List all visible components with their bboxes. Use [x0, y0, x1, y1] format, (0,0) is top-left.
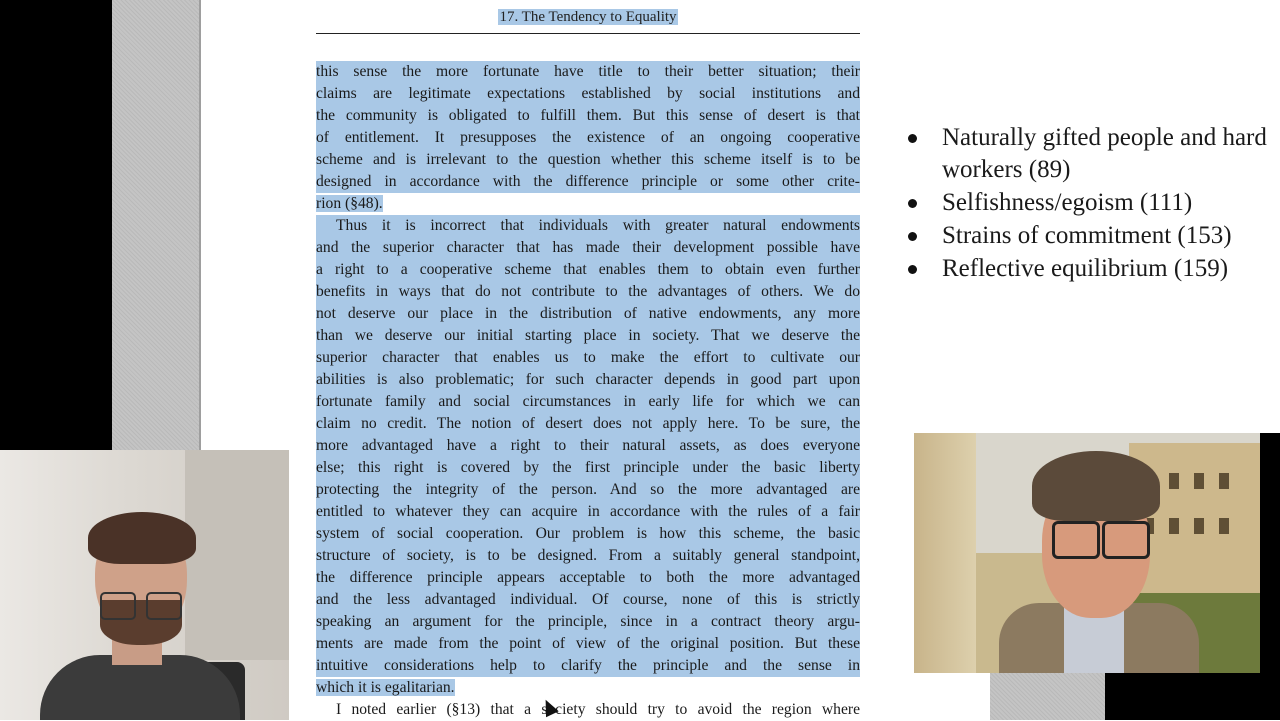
- slide-bullet-text: Selfishness/egoism (111): [942, 189, 1193, 216]
- text-line-content: which it is egalitarian.: [316, 679, 455, 696]
- photo-column: [914, 433, 976, 673]
- photo-window: [1169, 518, 1179, 534]
- photo-person-hair: [1032, 451, 1160, 521]
- photo-window: [1219, 473, 1229, 489]
- text-line: a right to a cooperative scheme that enables them to obtain even further: [316, 259, 860, 281]
- text-line: else; this right is covered by the first principle under the basic liberty: [316, 457, 860, 479]
- slide-bullet-text: Naturally gifted people and hard workers (89): [942, 124, 1267, 183]
- left-black-bar: [0, 0, 112, 450]
- text-line: [316, 193, 860, 215]
- text-line: the community is obligated to fulfill them. But this sense of desert is that: [316, 105, 860, 127]
- text-line: scheme and is irrelevant to the question whether this scheme itself is to be: [316, 149, 860, 171]
- text-line: system of social cooperation. Our problem is how this scheme, the basic: [316, 523, 860, 545]
- photo-window: [1219, 518, 1229, 534]
- text-line: this sense the more fortunate have title to their better situation; their: [316, 61, 860, 83]
- text-line: the difference principle appears acceptable to both the more advantaged: [316, 567, 860, 589]
- webcam-glasses-left: [100, 592, 136, 620]
- text-line: ments are made from the point of view of the original position. But these: [316, 633, 860, 655]
- text-line: than we deserve our initial starting place in society. That we deserve the: [316, 325, 860, 347]
- photo-glasses-left: [1052, 521, 1100, 559]
- photo-glasses-right: [1102, 521, 1150, 559]
- text-line: claim no credit. The notion of desert does not apply here. To be sure, the: [316, 413, 860, 435]
- bullet-icon: [908, 232, 917, 241]
- slide-bullet-text: Strains of commitment (153): [942, 222, 1232, 249]
- webcam-door: [185, 450, 289, 660]
- slide-bullet-list: [906, 122, 1276, 286]
- text-line: more advantaged have a right to their natural assets, as does everyone: [316, 435, 860, 457]
- text-line: benefits in ways that do not contribute to the advantages of others. We do: [316, 281, 860, 303]
- text-line: and the superior character that has made their development possible have: [316, 237, 860, 259]
- slide-bullet-item: [906, 253, 1276, 285]
- slide-bullet-item: [906, 187, 1276, 219]
- text-line: superior character that enables us to make the effort to cultivate our: [316, 347, 860, 369]
- photo-window: [1194, 518, 1204, 534]
- text-line: not deserve our place in the distribution of native endowments, any more: [316, 303, 860, 325]
- bottom-black-bar: [1105, 673, 1280, 720]
- text-line: claims are legitimate expectations established by social institutions and: [316, 83, 860, 105]
- text-line: of entitlement. It presupposes the existence of an ongoing cooperative: [316, 127, 860, 149]
- webcam-video: [0, 450, 289, 720]
- text-line-content: rion (§48).: [316, 195, 383, 212]
- running-head: [316, 8, 860, 26]
- slide-bullet-item: [906, 122, 1276, 186]
- text-line: entitled to whatever they can acquire in accordance with the rules of a fair: [316, 501, 860, 523]
- bullet-icon: [908, 265, 917, 274]
- right-black-bar: [1260, 433, 1280, 673]
- slide-bullet-item: [906, 220, 1276, 252]
- portrait-photo: [914, 433, 1260, 673]
- webcam-person-hair: [88, 512, 196, 564]
- slide-bullet-text: Reflective equilibrium (159): [942, 255, 1229, 282]
- text-line: speaking an argument for the principle, since in a contract theory argu-: [316, 611, 860, 633]
- text-line: and the less advantaged individual. Of course, none of this is strictly: [316, 589, 860, 611]
- text-line: designed in accordance with the difference principle or some other crite-: [316, 171, 860, 193]
- text-line: intuitive considerations help to clarify the principle and the sense in: [316, 655, 860, 677]
- bullet-icon: [908, 134, 917, 143]
- header-rule: [316, 33, 860, 34]
- text-line: abilities is also problematic; for such character depends in good part upon: [316, 369, 860, 391]
- photo-window: [1194, 473, 1204, 489]
- webcam-glasses-right: [146, 592, 182, 620]
- left-gray-margin: [112, 0, 200, 450]
- photo-window: [1169, 473, 1179, 489]
- bullet-icon: [908, 199, 917, 208]
- text-line: [316, 677, 860, 699]
- text-line: structure of society, is to be designed. From a suitably general standpoint,: [316, 545, 860, 567]
- document-text: [316, 61, 860, 721]
- text-line: fortunate family and social circumstances in early life for which we can: [316, 391, 860, 413]
- text-line: protecting the integrity of the person. And so the more advantaged are: [316, 479, 860, 501]
- bottom-gray-margin: [990, 673, 1105, 720]
- text-line: Thus it is incorrect that individuals with greater natural endowments: [316, 215, 860, 237]
- text-line: I noted earlier (§13) that a society should try to avoid the region where: [336, 701, 860, 718]
- running-head-text: 17. The Tendency to Equality: [499, 9, 677, 25]
